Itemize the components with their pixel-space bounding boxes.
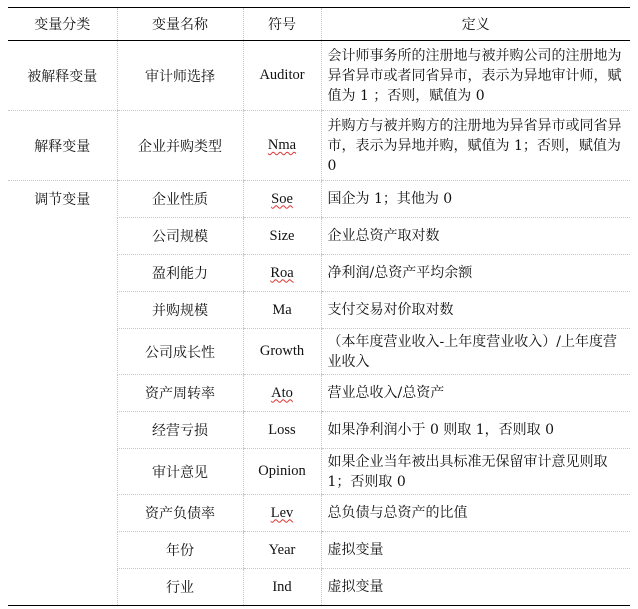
table-row — [8, 375, 630, 412]
header-category: 变量分类 — [8, 8, 117, 41]
symbol-cell: Ma — [243, 292, 321, 329]
table-row — [8, 412, 630, 449]
category-cell — [8, 569, 117, 606]
header-symbol: 符号 — [243, 8, 321, 41]
name-cell: 审计意见 — [117, 449, 243, 495]
definition-cell: 如果净利润小于 0 则取 1，否则取 0 — [321, 412, 630, 449]
definition-cell: 营业总收入/总资产 — [321, 375, 630, 412]
name-cell: 行业 — [117, 569, 243, 606]
definition-cell: （本年度营业收入-上年度营业收入）/上年度营业收入 — [321, 329, 630, 375]
name-cell: 审计师选择 — [117, 41, 243, 111]
symbol-cell: Auditor — [243, 41, 321, 111]
category-cell — [8, 218, 117, 255]
category-cell: 被解释变量 — [8, 41, 117, 111]
name-cell: 企业并购类型 — [117, 111, 243, 181]
variable-definition-table — [8, 7, 630, 606]
header-name: 变量名称 — [117, 8, 243, 41]
name-cell: 资产周转率 — [117, 375, 243, 412]
table-row — [8, 218, 630, 255]
symbol-cell: Ind — [243, 569, 321, 606]
definition-cell: 如果企业当年被出具标准无保留审计意见则取 1；否则取 0 — [321, 449, 630, 495]
header-definition: 定义 — [321, 8, 630, 41]
name-cell: 并购规模 — [117, 292, 243, 329]
category-cell — [8, 329, 117, 375]
name-cell: 年份 — [117, 532, 243, 569]
table-row — [8, 449, 630, 495]
category-cell: 调节变量 — [34, 192, 91, 209]
header-row — [8, 8, 630, 41]
name-cell: 公司成长性 — [117, 329, 243, 375]
definition-cell: 并购方与被并购方的注册地为异省异市或同省异市，表示为异地并购，赋值为 1；否则，赋值为 0 — [321, 111, 630, 181]
category-cell — [8, 255, 117, 292]
name-cell: 资产负债率 — [117, 495, 243, 532]
symbol-cell: Lev — [270, 504, 294, 521]
symbol-cell: Size — [243, 218, 321, 255]
table-row — [8, 329, 630, 375]
definition-cell: 支付交易对价取对数 — [321, 292, 630, 329]
name-cell: 经营亏损 — [117, 412, 243, 449]
definition-cell: 总负债与总资产的比值 — [321, 495, 630, 532]
symbol-cell: Year — [243, 532, 321, 569]
category-cell — [8, 532, 117, 569]
table-row — [8, 255, 630, 292]
category-cell — [8, 375, 117, 412]
table-row — [8, 495, 630, 532]
definition-cell: 净利润/总资产平均余额 — [321, 255, 630, 292]
table-row — [8, 532, 630, 569]
symbol-cell: Roa — [270, 264, 294, 281]
category-cell — [8, 495, 117, 532]
table-row — [8, 292, 630, 329]
symbol-cell: Opinion — [243, 449, 321, 495]
variable-definition-table-container — [8, 7, 630, 606]
definition-cell: 企业总资产取对数 — [321, 218, 630, 255]
definition-cell: 虚拟变量 — [321, 532, 630, 569]
definition-cell: 虚拟变量 — [321, 569, 630, 606]
category-cell — [8, 412, 117, 449]
symbol-cell: Ato — [271, 384, 293, 401]
table-row — [8, 41, 630, 111]
category-cell: 解释变量 — [8, 111, 117, 181]
symbol-cell: Nma — [267, 137, 297, 153]
definition-cell: 国企为 1；其他为 0 — [321, 181, 630, 218]
symbol-cell: Loss — [243, 412, 321, 449]
symbol-cell: Soe — [271, 190, 293, 207]
name-cell: 公司规模 — [117, 218, 243, 255]
name-cell: 盈利能力 — [117, 255, 243, 292]
table-row — [8, 569, 630, 606]
table-row — [8, 111, 630, 181]
name-cell: 企业性质 — [117, 181, 243, 218]
definition-cell: 会计师事务所的注册地与被并购公司的注册地为异省异市或者同省异市，表示为异地审计师，赋值为 1 ；否则，赋值为 0 — [321, 41, 630, 111]
symbol-cell: Growth — [243, 329, 321, 375]
table-row — [8, 181, 630, 218]
category-cell — [8, 449, 117, 495]
category-cell — [8, 292, 117, 329]
